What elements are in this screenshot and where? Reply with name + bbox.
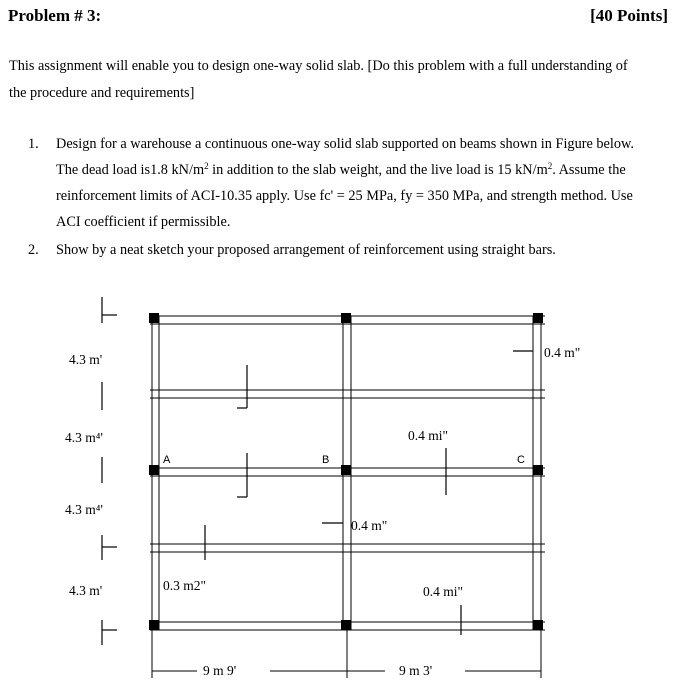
task-list	[28, 131, 668, 263]
points-label: [40 Points]	[590, 6, 668, 25]
beam-width-label: 0.4 mi"	[408, 428, 449, 443]
span-label: 4.3 m'	[69, 352, 103, 367]
span-label: 4.3 m⁴'	[65, 502, 103, 517]
problem-title: Problem # 3:	[8, 6, 102, 25]
task-1-text-b: in addition to the slab weight, and the live load is 15 kN/m	[208, 162, 548, 178]
task-number: 2.	[28, 242, 39, 258]
task-number: 1.	[28, 136, 39, 152]
dimension-label: 9 m 3'	[399, 663, 433, 678]
intro-line-1: This assignment will enable you to design one-way solid slab. [Do this problem with a full understanding of	[9, 58, 628, 74]
task-1-line-4: ACI coefficient if permissible.	[56, 214, 231, 230]
column	[149, 465, 159, 475]
column	[149, 620, 159, 630]
column	[341, 620, 351, 630]
section-marks	[205, 351, 533, 635]
superscript: 2	[547, 161, 553, 171]
task-1-line-2	[56, 157, 668, 183]
column	[341, 313, 351, 323]
beam-width-label: 0.3 m2"	[163, 578, 207, 593]
slab-plan-drawing	[55, 285, 585, 700]
task-2-line-1: Show by a neat sketch your proposed arrangement of reinforcement using straight bars.	[56, 242, 556, 258]
columns	[149, 313, 543, 630]
beam-width-label: 0.4 m"	[544, 345, 581, 360]
column	[533, 465, 543, 475]
beam-width-label: 0.4 m"	[351, 518, 388, 533]
span-label: 4.3 m⁴'	[65, 430, 103, 445]
task-1-text-a: The dead load is1.8 kN/m	[56, 162, 205, 178]
left-dimension-marks	[102, 297, 117, 645]
intro-line-2: the procedure and requirements]	[9, 85, 195, 101]
panel-label-b: B	[322, 454, 330, 466]
intro-paragraph	[9, 53, 669, 107]
panel-label-c: C	[517, 454, 525, 466]
task-1-text-c: . Assume the	[552, 162, 626, 178]
span-label: 4.3 m'	[69, 583, 103, 598]
column	[341, 465, 351, 475]
column	[149, 313, 159, 323]
column	[533, 313, 543, 323]
beam-width-label: 0.4 mi"	[423, 584, 464, 599]
task-item-1	[28, 131, 668, 235]
task-1-line-3: reinforcement limits of ACI-10.35 apply. Use fc' = 25 MPa, fy = 350 MPa, and strength method. Use	[56, 188, 633, 204]
task-item-2	[28, 237, 668, 263]
dimension-label: 9 m 9'	[203, 663, 237, 678]
superscript: 2	[204, 161, 209, 171]
task-1-line-1: Design for a warehouse a continuous one-way solid slab supported on beams shown in Figure below.	[56, 136, 634, 152]
slab-plan-figure	[55, 285, 585, 700]
panel-label-a: A	[163, 454, 171, 466]
column	[533, 620, 543, 630]
